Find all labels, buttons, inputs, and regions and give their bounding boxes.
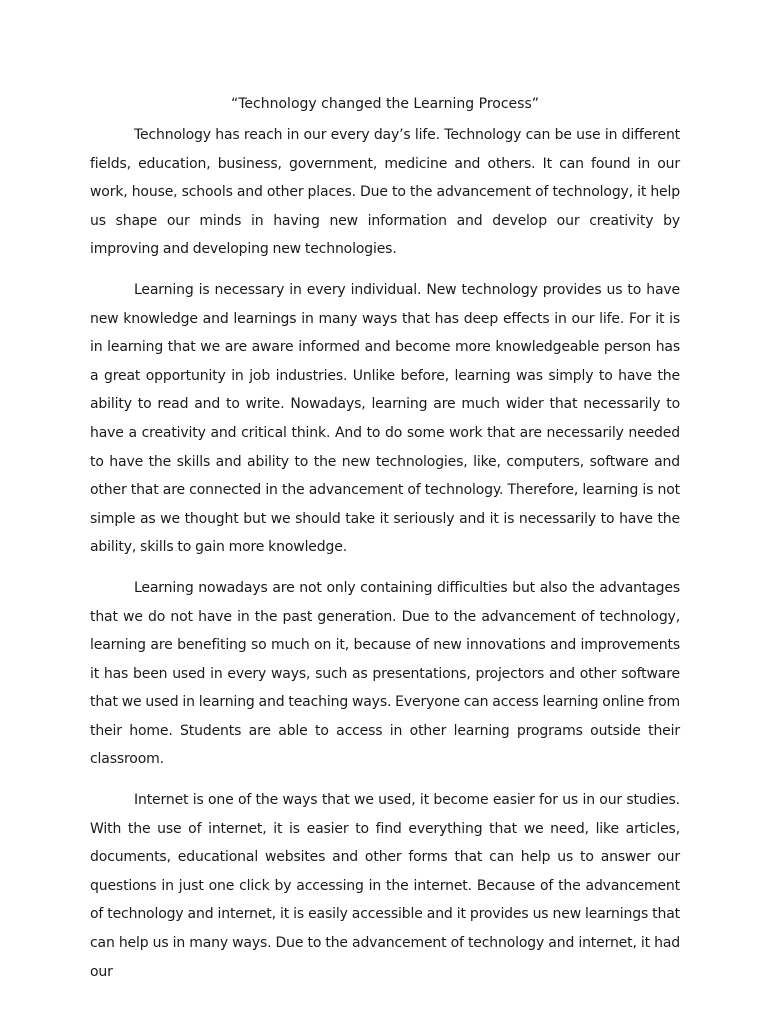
paragraph-1: Technology has reach in our every day’s life. Technology can be use in different fields, education, business, government, medicine and others. It can found in our work, house, schools and other places. Due to the advancement of technology, it help us shape our minds in having new information and develop our creativity by improving and developing new technologies. [90,127,680,258]
paragraph-2: Learning is necessary in every individual. New technology provides us to have new knowledge and learnings in many ways that has deep effects in our life. For it is in learning that we are aware informed and become more knowledgeable person has a great opportunity in job industries. Unlike before, learning was simply to have the ability to read and to write. Nowadays, learning are much wider that necessarily to have a creativity and critical think. And to do some work that are necessarily needed to have the skills and ability to the new technologies, like, computers, software and other that are connected in the advancement of technology. Therefore, learning is not simple as we thought but we should take it seriously and it is necessarily to have the ability, skills to gain more knowledge. [90,281,680,556]
paragraph-4: Internet is one of the ways that we used, it become easier for us in our studies. With the use of internet, it is easier to find everything that we need, like articles, documents, educational websites and other forms that can help us to answer our questions in just one click by accessing in the internet. Because of the advancement of technology and internet, it is easily accessible and it provides us new learnings that can help us in many ways. Due to the advancement of technology and internet, it had our [90,792,680,980]
paragraph-3: Learning nowadays are not only containing difficulties but also the advantages that we do not have in the past generation. Due to the advancement of technology, learning are benefiting so much on it, because of new innovations and improvements it has been used in every ways, such as presentations, projectors and other software that we used in learning and teaching ways. Everyone can access learning online from their home. Students are able to access in other learning programs outside their classroom. [90,579,680,768]
document-title: “Technology changed the Learning Process” [231,96,539,112]
